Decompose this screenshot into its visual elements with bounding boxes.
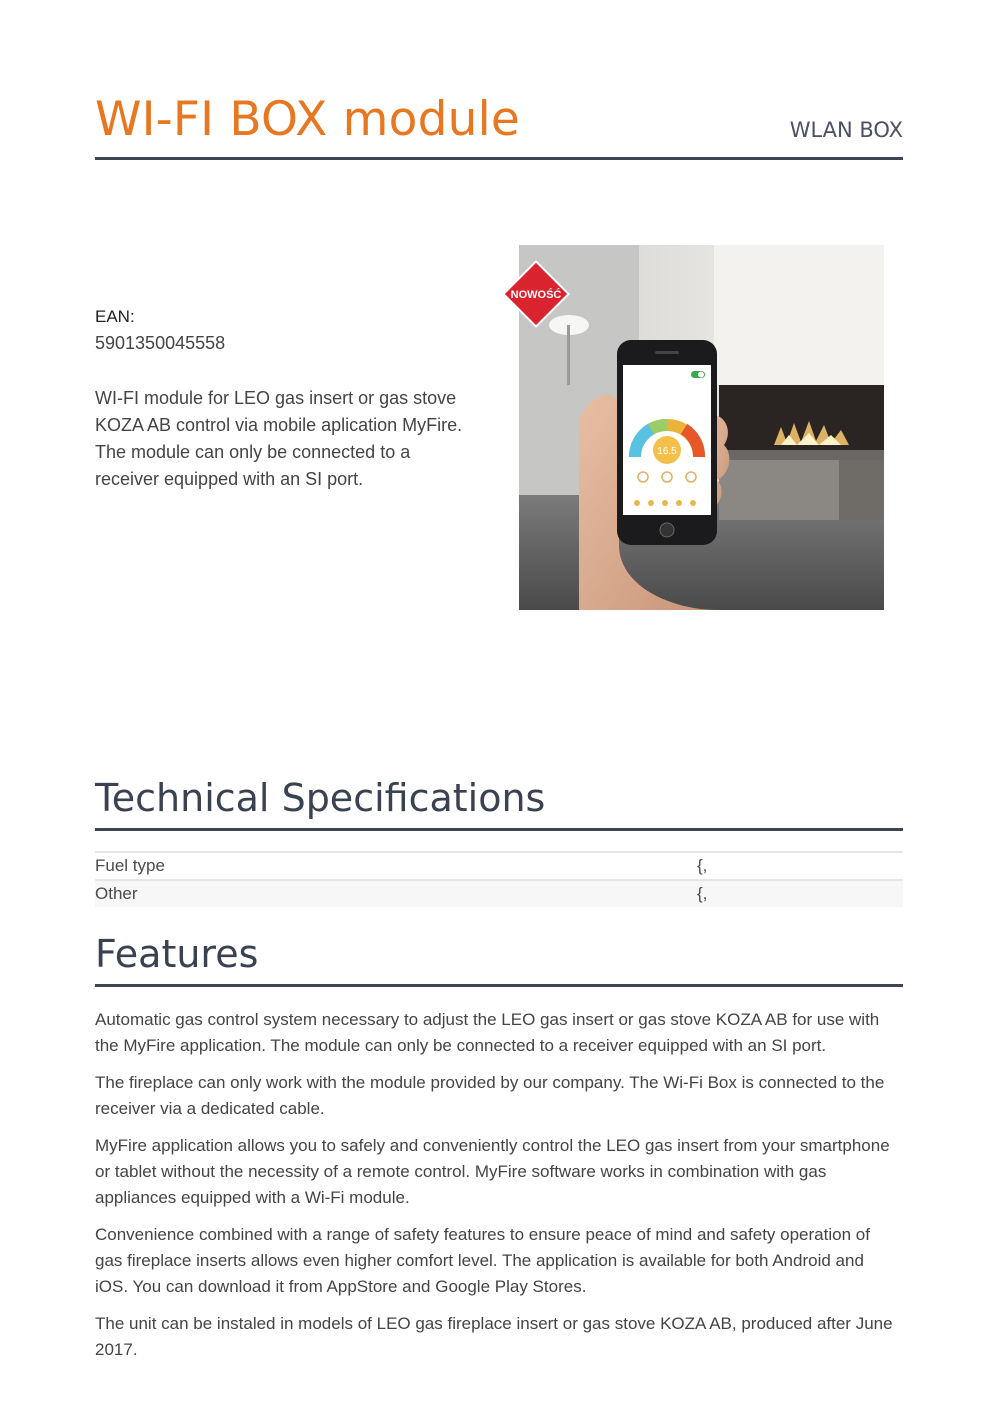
features-divider xyxy=(95,984,903,987)
page-title: WI-FI BOX module xyxy=(95,92,521,147)
specs-table xyxy=(95,851,903,907)
product-code: WLAN BOX xyxy=(789,118,903,142)
feature-paragraph: Convenience combined with a range of safety features to ensure peace of mind and safety operation of gas fireplace inserts allows even higher comfort level. The application is available for both Android and iOS. You can download it from AppStore and Google Play Stores. xyxy=(95,1225,870,1296)
spec-value: {, xyxy=(697,852,903,880)
features-list xyxy=(95,1007,895,1374)
table-row xyxy=(95,880,903,907)
specs-divider xyxy=(95,828,903,831)
features-title: Features xyxy=(95,932,259,976)
feature-paragraph: Automatic gas control system necessary to adjust the LEO gas insert or gas stove KOZA AB for use with the MyFire application. The module can only be connected to a receiver equipped with an SI port. xyxy=(95,1010,880,1055)
product-photo xyxy=(519,245,884,610)
ean-label: EAN: xyxy=(95,307,135,326)
specs-title: Technical Specifications xyxy=(95,776,546,820)
spec-value: {, xyxy=(697,880,903,907)
spec-label: Fuel type xyxy=(95,852,697,880)
feature-paragraph: MyFire application allows you to safely and conveniently control the LEO gas insert from your smartphone or tablet without the necessity of a remote control. MyFire software works in combination with gas appliances equipped with a Wi-Fi module. xyxy=(95,1136,890,1207)
spec-label: Other xyxy=(95,880,697,907)
new-badge xyxy=(500,258,572,330)
ean-value: 5901350045558 xyxy=(95,333,226,353)
svg-text:16.5: 16.5 xyxy=(657,446,677,457)
feature-paragraph: The fireplace can only work with the module provided by our company. The Wi-Fi Box is connected to the receiver via a dedicated cable. xyxy=(95,1073,885,1118)
phone-in-hand-illustration xyxy=(519,245,884,610)
feature-paragraph: The unit can be instaled in models of LEO gas fireplace insert or gas stove KOZA AB, produced after June 2017. xyxy=(95,1314,893,1359)
product-description: WI-FI module for LEO gas insert or gas stove KOZA AB control via mobile aplication MyFire. The module can only be connected to a receiver equipped with an SI port. xyxy=(95,388,463,489)
title-divider xyxy=(95,157,903,160)
badge-label: NOWOŚĆ xyxy=(510,289,562,301)
table-row xyxy=(95,852,903,880)
